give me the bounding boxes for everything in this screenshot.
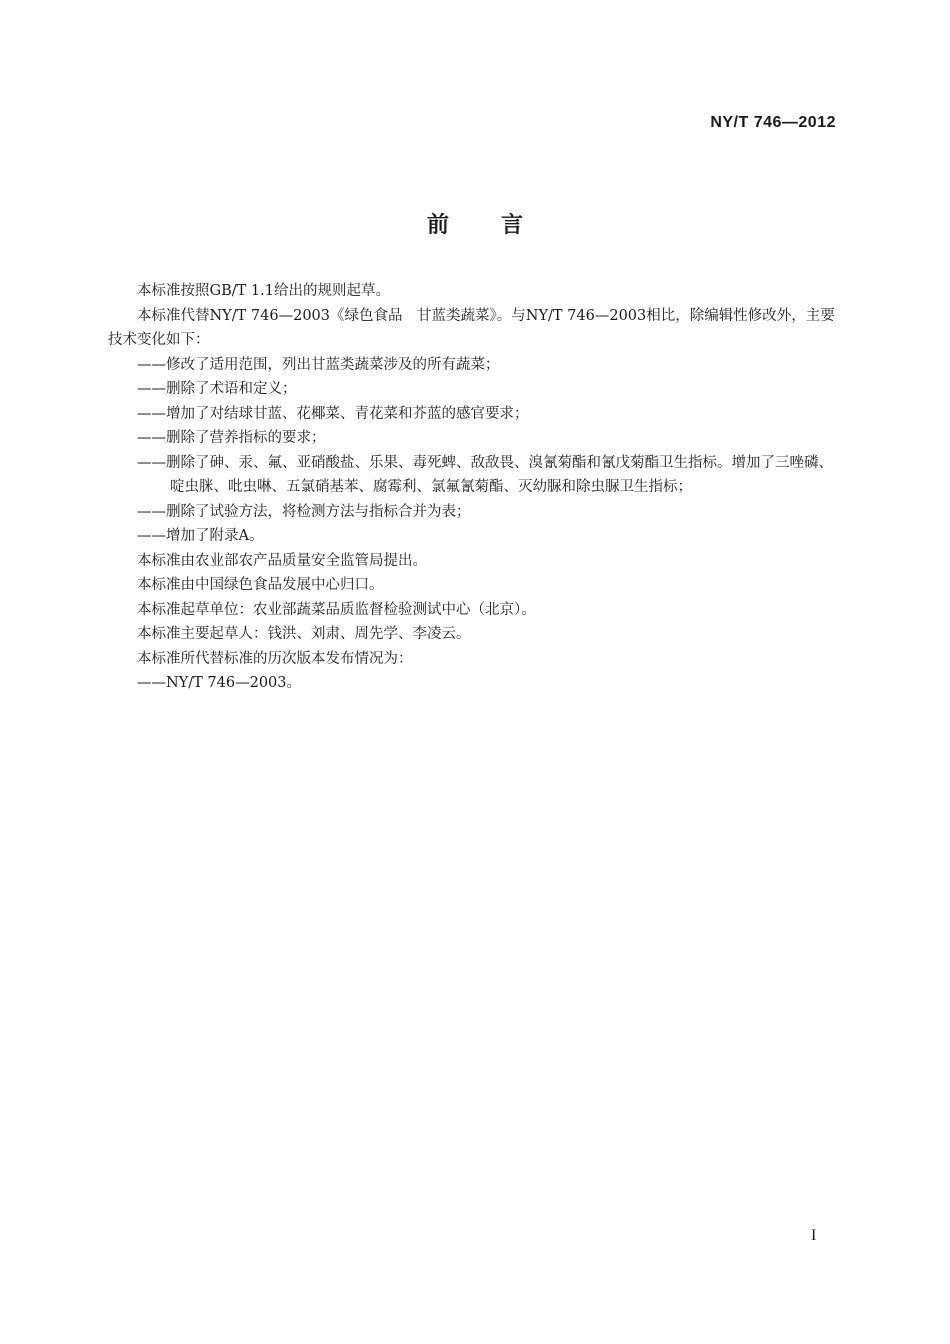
change-item: ——删除了试验方法，将检测方法与指标合并为表； — [137, 503, 471, 520]
change-item: ——增加了对结球甘蓝、花椰菜、青花菜和芥蓝的感官要求； — [137, 405, 529, 422]
paragraph-proposer: 本标准由农业部农产品质量安全监管局提出。 — [137, 552, 427, 569]
paragraph-history-intro: 本标准所代替标准的历次版本发布情况为： — [137, 650, 413, 667]
paragraph-drafting-rule: 本标准按照GB/T 1.1给出的规则起草。 — [137, 283, 390, 299]
change-item: ——删除了营养指标的要求； — [137, 430, 326, 446]
standard-code: NY/T 746—2012 — [710, 114, 836, 131]
paragraph-replacement: 本标准代替NY/T 746—2003《绿色食品 甘蓝类蔬菜》。与NY/T 746—2003相比，除编辑性修改外，主要技术变化如下： — [108, 307, 835, 348]
page-number: I — [811, 1227, 817, 1244]
paragraph-drafters: 本标准主要起草人：钱洪、刘肃、周先学、李凌云。 — [137, 626, 471, 642]
change-item: ——增加了附录A。 — [137, 528, 264, 544]
change-item: ——修改了适用范围，列出甘蓝类蔬菜涉及的所有蔬菜； — [137, 356, 500, 373]
change-item: ——删除了砷、汞、氟、亚硝酸盐、乐果、毒死蜱、敌敌畏、溴氰菊酯和氰戊菊酯卫生指标。增加了三唑磷、啶虫脒、吡虫啉、五氯硝基苯、腐霉利、氯氟氰菊酯、灭幼脲和除虫脲卫生指标； — [137, 454, 833, 495]
foreword-body — [108, 279, 838, 696]
paragraph-governing-body: 本标准由中国绿色食品发展中心归口。 — [137, 577, 384, 593]
history-item: ——NY/T 746—2003。 — [137, 675, 302, 691]
page-title: 前言 — [426, 213, 575, 238]
change-item: ——删除了术语和定义； — [137, 381, 297, 397]
paragraph-drafting-unit: 本标准起草单位：农业部蔬菜品质监督检验测试中心（北京）。 — [137, 601, 536, 618]
